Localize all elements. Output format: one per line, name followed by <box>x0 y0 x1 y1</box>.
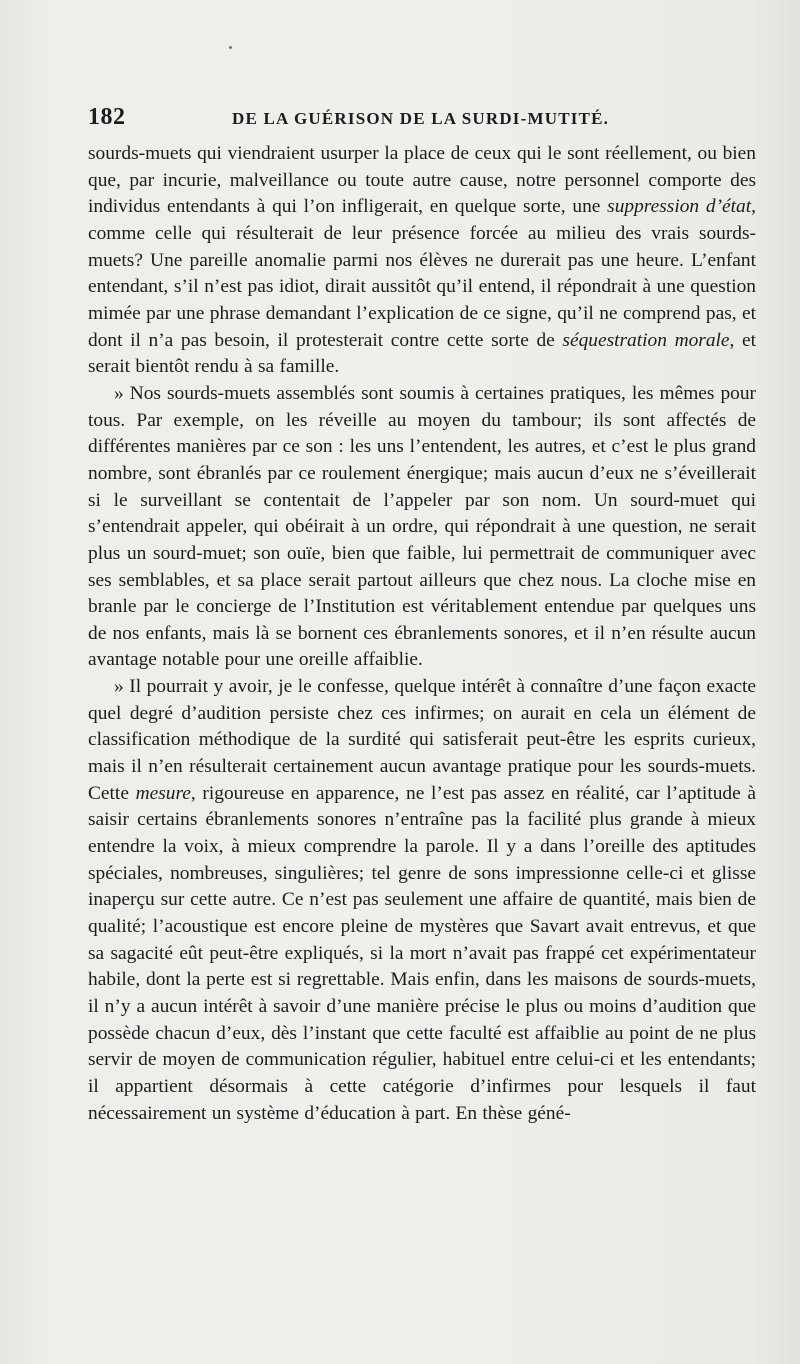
running-head <box>88 104 760 134</box>
paragraph-1: sourds-muets qui viendraient usurper la place de ceux qui le sont réellement, ou bien que, par incurie, malveillance ou toute autre cause, notre personnel comporte des individus entendants à qui l’on infligerait, en quelque sorte, une suppression d’état, comme celle qui résulterait de leur présence forcée au milieu des vrais sourds-muets? Une pareille anomalie parmi nos élèves ne durerait pas une heure. L’enfant entendant, s’il n’est pas idiot, dirait aussitôt qu’il entend, il répondrait à une question mimée par une phrase demandant l’explication de ce signe, qu’il ne comprend pas, et dont il n’a pas besoin, il protesterait contre cette sorte de séquestration morale, et serait bientôt rendu à sa famille. <box>88 143 756 378</box>
ink-speck <box>229 46 232 49</box>
paragraph-2: » Nos sourds-muets assemblés sont soumis à certaines pratiques, les mêmes pour tous. Par exemple, on les réveille au moyen du tambour; ils sont affectés de différentes manières par ce son : les uns l’entendent, les autres, et c’est le plus grand nombre, sont ébranlés par ce roulement énergique; mais aucun d’eux ne s’éveillerait si le surveillant se contentait de l’appeler par son nom. Un sourd-muet qui s’entendrait appeler, qui obéirait à un ordre, qui répondrait à une question, ne serait plus un sourd-muet; son ouïe, bien que faible, lui permettrait de communiquer avec ses semblables, et sa place serait partout ailleurs que chez nous. La cloche mise en branle par le concierge de l’Institution est véritablement entendue par quelques uns de nos enfants, mais là se bornent ces ébranlements sonores, et il n’en résulte aucun avantage notable pour une oreille affaiblie. <box>88 382 756 671</box>
page-number: 182 <box>88 104 126 130</box>
paragraph-3: » Il pourrait y avoir, je le confesse, quelque intérêt à connaître d’une façon exacte quel degré d’audition persiste chez ces infirmes; on aurait en cela un élément de classification méthodique de la surdité qui satisferait peut-être les esprits curieux, mais il n’en résulterait certainement aucun avantage pratique pour les sourds-muets. Cette mesure, rigoureuse en apparence, ne l’est pas assez en réalité, car l’aptitude à saisir certains ébranlements sonores n’entraîne pas la facilité plus grande à mieux entendre la voix, à mieux comprendre la parole. Il y a dans l’oreille des aptitudes spéciales, nombreuses, singulières; tel genre de sons impressionne celle-ci et glisse inaperçu sur cette autre. Ce n’est pas seulement une affaire de quantité, mais bien de qualité; l’acoustique est encore pleine de mystères que Savart avait entrevus, et que sa sagacité eût peut-être expliqués, si la mort n’avait pas frappé cet expérimentateur habile, dont la perte est si regrettable. Mais enfin, dans les maisons de sourds-muets, il n’y a aucun intérêt à savoir d’une manière précise le plus ou moins d’audition que possède chacun d’eux, dès l’instant que cette faculté est affaiblie au point de ne plus servir de moyen de communication régulier, habituel entre celui-ci et les entendants; il appartient désormais à cette catégorie d’infirmes pour lesquels il faut nécessairement un système d’éducation à part. En thèse géné- <box>88 676 756 1124</box>
running-title: DE LA GUÉRISON DE LA SURDI-MUTITÉ. <box>232 109 610 128</box>
body-text <box>88 141 756 1127</box>
